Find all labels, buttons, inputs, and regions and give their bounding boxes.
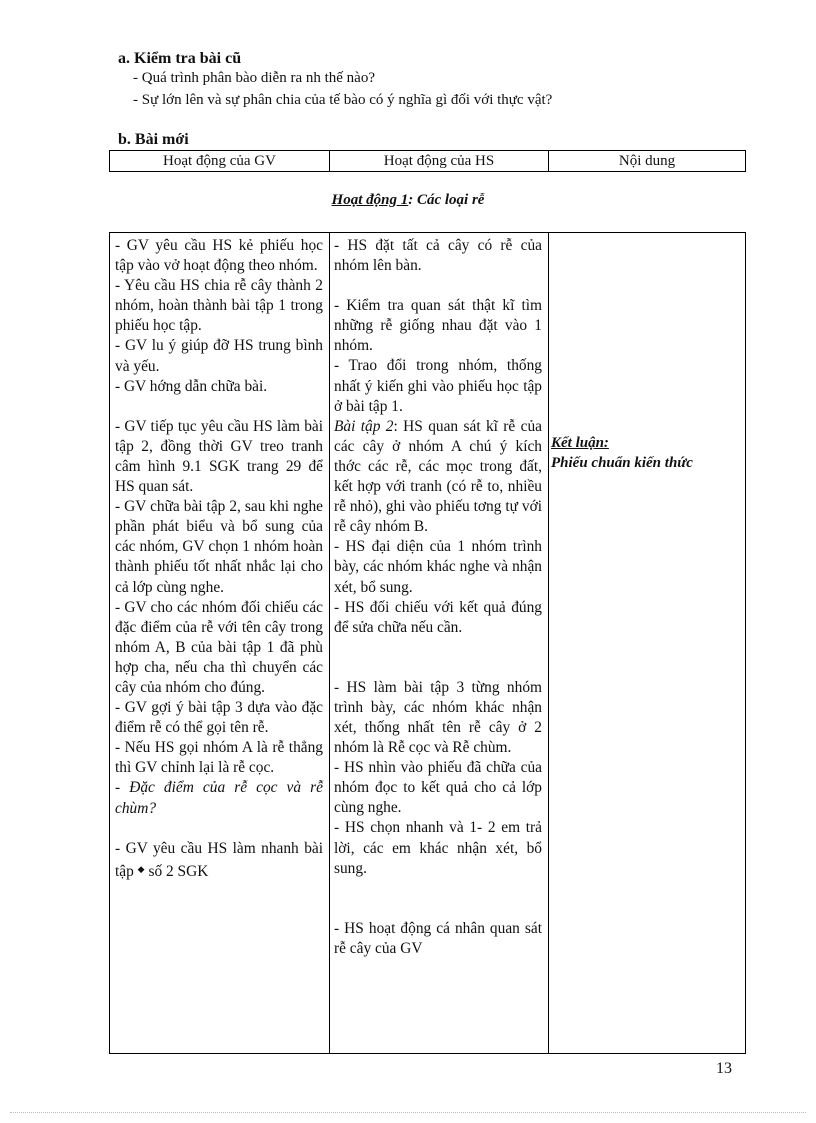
gv-item-text: số 2 SGK xyxy=(148,862,209,880)
activity-table xyxy=(109,232,746,1054)
column-divider xyxy=(329,233,330,1053)
hs-item: - HS chọn nhanh và 1- 2 em trả lời, các em khác nhận xét, bổ sung. xyxy=(334,819,542,877)
hs-column xyxy=(334,236,542,959)
section-a-heading: a. Kiểm tra bài cũ xyxy=(118,50,242,67)
gv-item: - Nếu HS gọi nhóm A là rễ thẳng thì GV chỉnh lại là rễ cọc. xyxy=(115,739,323,777)
gv-item-text: - GV yêu cầu HS làm nhanh bài tập xyxy=(115,839,323,880)
column-divider xyxy=(548,233,549,1053)
hs-item: - HS đối chiếu với kết quả đúng để sửa chữa nếu cần. xyxy=(334,598,542,636)
activity-label: Hoạt động 1 xyxy=(331,192,409,208)
question-1: - Quá trình phân bào diễn ra nh thế nào? xyxy=(133,70,375,86)
diamond-icon: ◆ xyxy=(137,863,145,874)
gv-item: - GV gợi ý bài tập 3 dựa vào đặc điểm rễ có thể gọi tên rễ. xyxy=(115,699,323,737)
hs-item xyxy=(334,417,542,538)
header-hs: Hoạt động của HS xyxy=(330,151,549,171)
hs-item: - HS hoạt động cá nhân quan sát rễ cây của GV xyxy=(334,919,542,957)
exercise-label: Bài tập 2 xyxy=(334,417,394,435)
header-content: Nội dung xyxy=(618,153,676,169)
activity-title xyxy=(0,192,816,209)
conclusion-text: Phiếu chuẩn kiến thức xyxy=(551,455,693,471)
hs-item-text: : HS quan sát kĩ rễ của các cây ở nhóm A chú ý kích thớc các rễ, các mọc trong đất, kết hợp với tranh (có rễ to, nhiều rễ nhỏ), ghi vào phiếu tơng tự với rễ cây nhóm B. xyxy=(334,417,542,536)
gv-item: - GV hớng dẫn chữa bài. xyxy=(115,377,268,395)
question-2: - Sự lớn lên và sự phân chia của tế bào có ý nghĩa gì đối với thực vật? xyxy=(133,92,553,108)
gv-item: - GV lu ý giúp đỡ HS trung bình và yếu. xyxy=(115,337,323,375)
page-bottom-divider xyxy=(10,1112,806,1113)
hs-item: - HS làm bài tập 3 từng nhóm trình bày, các nhóm khác nhận xét, thống nhất tên rễ cây ở 2 nhóm là Rễ cọc và Rễ chùm. xyxy=(334,678,542,757)
gv-item xyxy=(115,839,323,882)
conclusion xyxy=(551,433,741,473)
gv-item: - GV tiếp tục yêu cầu HS làm bài tập 2, đồng thời GV treo tranh câm hình 9.1 SGK trang 29 để HS quan sát. xyxy=(115,417,323,496)
hs-item: - HS đại diện của 1 nhóm trình bày, các nhóm khác nghe và nhận xét, bổ sung. xyxy=(334,538,542,596)
activity-name: : Các loại rễ xyxy=(408,192,485,208)
gv-item: - Đặc điểm của rễ cọc và rễ chùm? xyxy=(115,779,323,817)
page-number: 13 xyxy=(716,1060,732,1077)
gv-item: - GV cho các nhóm đối chiếu các đặc điểm của rễ với tên cây trong nhóm A, B của bài tập 1 đã phù hợp cha, nếu cha thì chuyển các cây của nhóm cho đúng. xyxy=(115,598,323,696)
hs-item: - HS nhìn vào phiếu đã chữa của nhóm đọc to kết quả cho cả lớp cùng nghe. xyxy=(334,759,542,817)
hs-item: - Trao đổi trong nhóm, thống nhất ý kiến ghi vào phiếu học tập ở bài tập 1. xyxy=(334,357,542,415)
gv-column xyxy=(115,236,323,882)
gv-item: - Yêu cầu HS chia rễ cây thành 2 nhóm, hoàn thành bài tập 1 trong phiếu học tập. xyxy=(115,277,323,335)
gv-item: - GV chữa bài tập 2, sau khi nghe phần phát biểu và bổ sung của các nhóm, GV chọn 1 nhóm hoàn thành phiếu tốt nhất nhắc lại cho cả lớp cùng nghe. xyxy=(115,498,323,596)
hs-item: - Kiểm tra quan sát thật kĩ tìm những rễ giống nhau đặt vào 1 nhóm. xyxy=(334,297,542,355)
section-b-heading: b. Bài mới xyxy=(118,131,189,148)
table-header xyxy=(109,150,746,172)
hs-item: - HS đặt tất cả cây có rễ của nhóm lên bàn. xyxy=(334,237,542,275)
header-gv: Hoạt động của GV xyxy=(110,151,330,171)
conclusion-label: Kết luận: xyxy=(551,435,609,451)
gv-item: - GV yêu cầu HS kẻ phiếu học tập vào vở hoạt động theo nhóm. xyxy=(115,237,323,275)
